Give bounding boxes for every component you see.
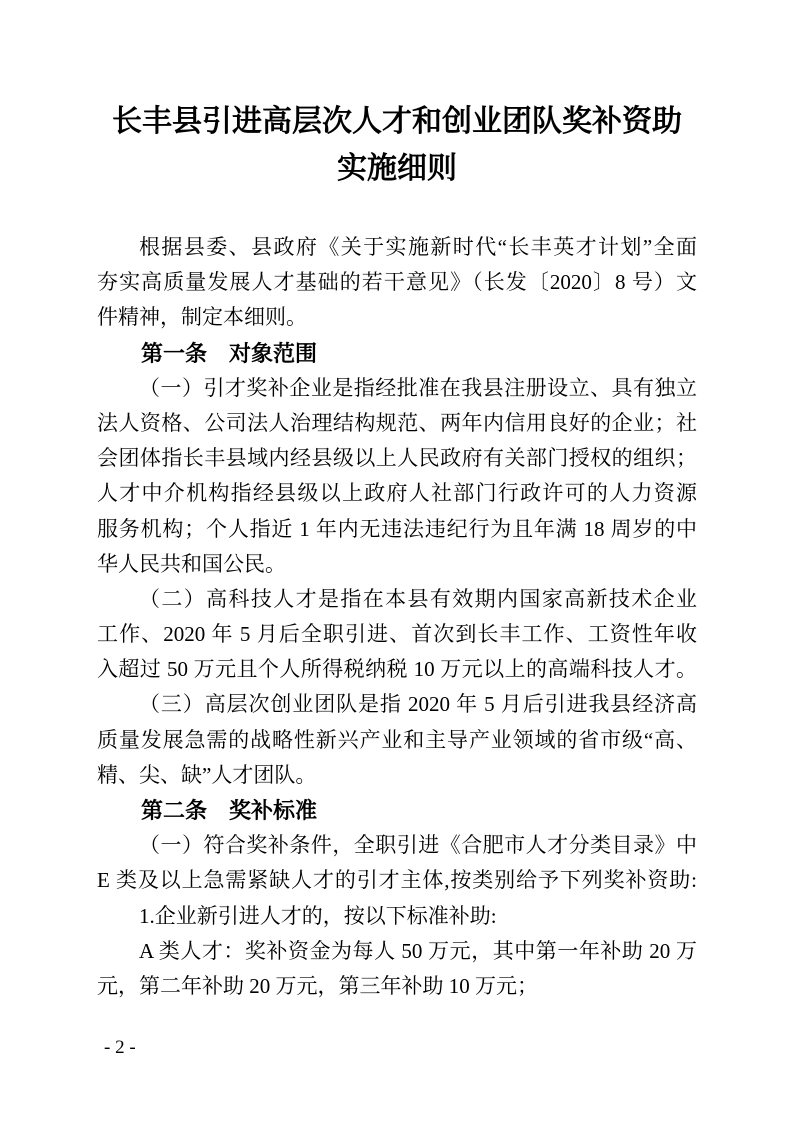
text-line: A 类人才：奖补资金为每人 50 万元，其中第一年补助 20 万 (139, 938, 697, 963)
text-line: 夯实高质量发展人才基础的若干意见》（长发〔2020〕8 号）文 (97, 270, 697, 295)
text-line: 1.企业新引进人才的，按以下标准补助: (139, 903, 497, 928)
text-line: 质量发展急需的战略性新兴产业和主导产业领域的省市级“高、 (97, 727, 697, 752)
text-line: E 类及以上急需紧缺人才的引才主体,按类别给予下列奖补资助: (97, 868, 697, 893)
text-line: 元，第二年补助 20 万元，第三年补助 10 万元； (97, 973, 538, 998)
text-line: （一）引才奖补企业是指经批准在我县注册设立、具有独立 (139, 375, 697, 400)
text-line: 华人民共和国公民。 (97, 551, 286, 576)
text-line: 服务机构；个人指近 1 年内无违法违纪行为且年满 18 周岁的中 (97, 516, 697, 541)
document-title (97, 98, 697, 192)
text-line: 件精神，制定本细则。 (97, 305, 307, 330)
text-line: 会团体指长丰县域内经县级以上人民政府有关部门授权的组织； (97, 446, 697, 471)
title-line-2: 实施细则 (337, 152, 457, 185)
section-heading-line: 第一条 对象范围 (141, 340, 318, 366)
text-line: 根据县委、县政府《关于实施新时代“长丰英才计划”全面 (139, 235, 697, 259)
text-line: 人才中介机构指经县级以上政府人社部门行政许可的人力资源 (97, 481, 697, 506)
text-line: 工作、2020 年 5 月后全职引进、首次到长丰工作、工资性年收 (97, 622, 697, 647)
section-heading-line: 第二条 奖补标准 (141, 798, 318, 823)
text-line: 入超过 50 万元且个人所得税纳税 10 万元以上的高端科技人才。 (97, 657, 697, 682)
text-line: 精、尖、缺”人才团队。 (97, 762, 317, 787)
text-line: （一）符合奖补条件，全职引进《合肥市人才分类目录》中 (139, 833, 697, 858)
text-line: （二）高科技人才是指在本县有效期内国家高新技术企业 (139, 586, 697, 611)
title-line-1: 长丰县引进高层次人才和创业团队奖补资助 (112, 105, 682, 138)
text-line: 法人资格、公司法人治理结构规范、两年内信用良好的企业；社 (97, 410, 697, 435)
page-number: - 2 - (104, 1037, 136, 1058)
text-line: （三）高层次创业团队是指 2020 年 5 月后引进我县经济高 (139, 692, 697, 717)
document-body (97, 230, 697, 1004)
